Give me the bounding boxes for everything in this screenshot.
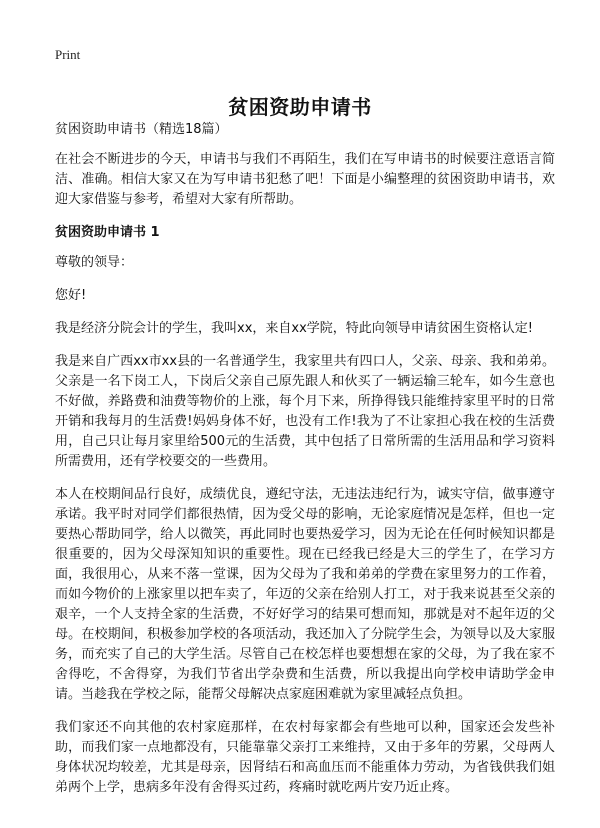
greeting: 尊敬的领导：	[55, 255, 134, 270]
body-paragraph: 本人在校期间品行良好，成绩优良，遵纪守法，无违法违纪行为，诚实守信，做事遵守承诺。我平时对同学们都很热情，因为受父母的影响，无论家庭情况是怎样，但也一定要热心帮助同学，给人以微笑，再此同时也要热爱学习，因为无论在任何时候知识都是很重要的，因为父母深知知识的重要性。现在已经我已经是大三的学生了，在学习方面，我很用心，从来不落一堂课，因为父母为了我和弟弟的学费在家里努力的工作着，而如今物价的上涨家里以把车卖了，年迈的父亲在给别人打工，对于我来说甚至父亲的艰辛，一个人支持全家的生活费，不好好学习的结果可想而知，那就是对不起年迈的父母。在校期间，积极参加学校的各项活动，我还加入了分院学生会，为领导以及大家服务，而充实了自己的大学生活。尽管自己在校怎样也要想想在家的父母，为了我在家不舍得吃，不舍得穿，为我们节省出学杂费和生活费，所以我提出向学校申请助学金申请。当趁我在学校之际，能帮父母解决点家庭困难就为家里减轻点负担。	[55, 487, 555, 702]
body-paragraph: 我们家还不向其他的农村家庭那样，在农村每家都会有些地可以种，国家还会发些补助，而我们家一点地都没有，只能靠靠父亲打工来维持，又由于多年的劳累，父母两人身体状况均较差，尤其是母亲，因肾结石和高血压而不能重体力劳动，为省钱供我们姐弟两个上学，患病多年没有舍得买过药，疼痛时就吃两片安乃近止疼。	[55, 720, 555, 795]
intro-paragraph: 在社会不断进步的今天，申请书与我们不再陌生，我们在写申请书的时候要注意语言简洁、准确。相信大家又在为写申请书犯愁了吧！下面是小编整理的贫困资助申请书，欢迎大家借鉴与参考，希望对大家有所帮助。	[55, 152, 555, 207]
body-paragraph: 我是来自广西xx市xx县的一名普通学生，我家里共有四口人，父亲、母亲、我和弟弟。父亲是一名下岗工人，下岗后父亲自己原先跟人和伙买了一辆运输三轮车，如今生意也不好做，养路费和油费等物价的上涨，每个月下来，所挣得钱只能维持家里平时的日常开销和我每月的生活费!妈妈身体不好，也没有工作!我为了不让家担心我在校的生活费用，自己只让每月家里给500元的生活费，其中包括了日常所需的生活用品和学习资料所需费用，还有学校要交的一些费用。	[55, 354, 555, 469]
print-link[interactable]: Print	[55, 47, 81, 62]
page-title: 贫困资助申请书	[228, 95, 372, 120]
body-paragraph: 我是经济分院会计的学生，我叫xx，来自xx学院，特此向领导申请贫困生资格认定!	[55, 321, 533, 336]
document-subtitle: 贫困资助申请书（精选18篇）	[55, 122, 228, 137]
document-body	[55, 120, 555, 811]
hello-line: 您好!	[55, 288, 87, 303]
section-heading: 贫困资助申请书 1	[55, 225, 160, 240]
